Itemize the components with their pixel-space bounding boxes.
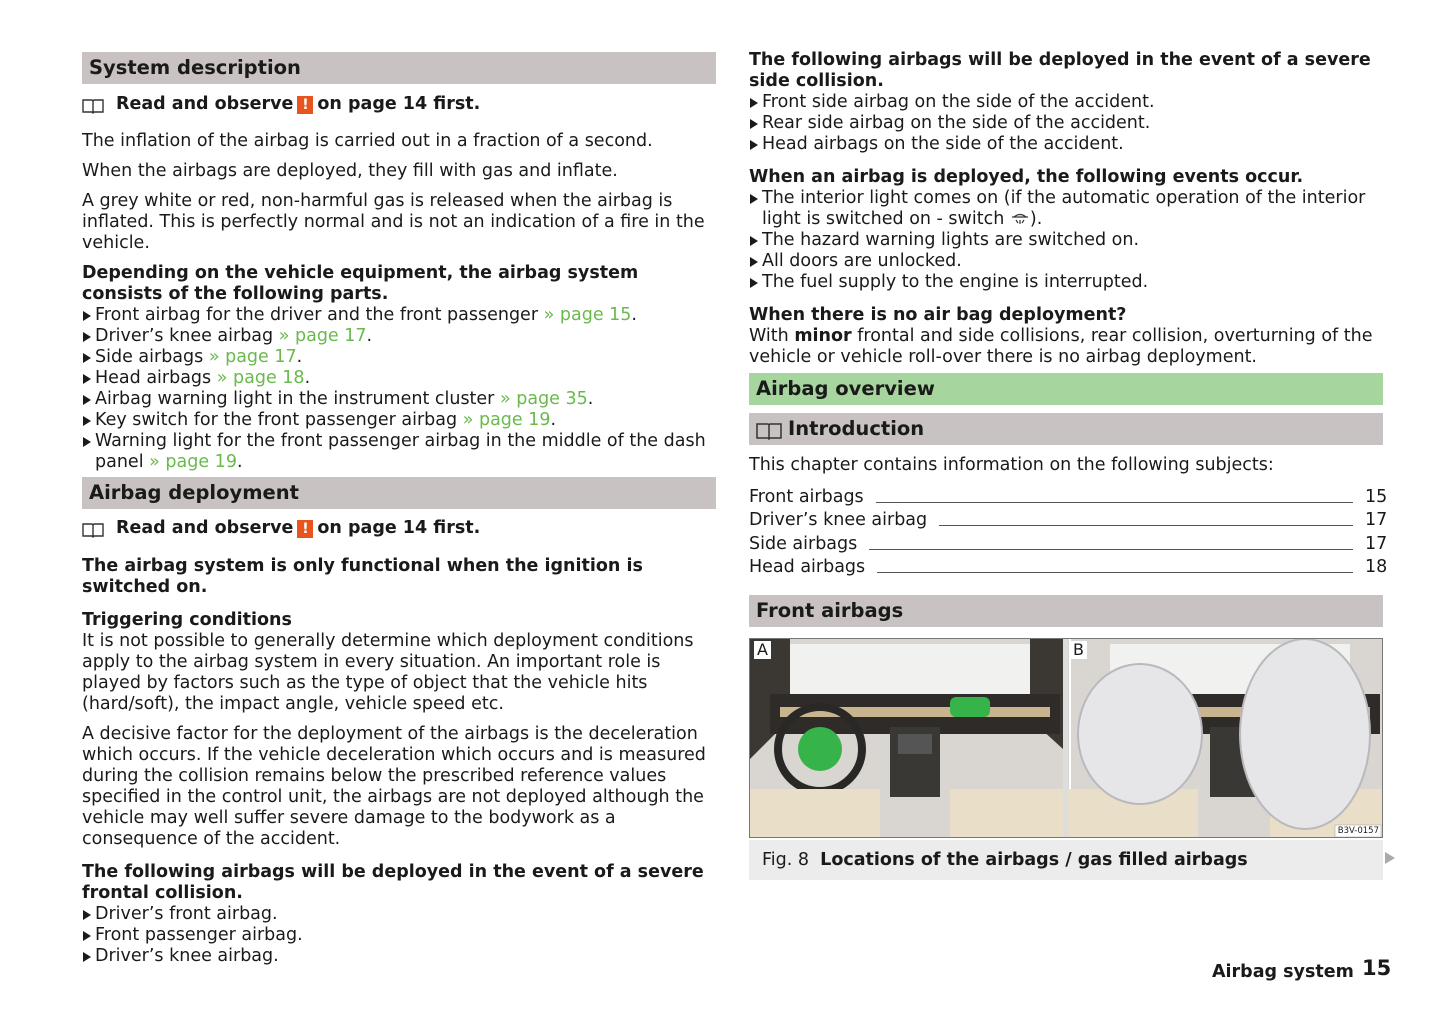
footer-chapter-title: Airbag system	[1212, 962, 1354, 982]
parts-list	[82, 305, 716, 473]
front-airbags-heading: Front airbags	[749, 595, 1383, 627]
list-item: Warning light for the front passenger airbag in the middle of the dash panel » page 19.	[82, 431, 716, 473]
figure-code: B3V-0157	[1337, 826, 1379, 836]
list-item: Front passenger airbag.	[82, 925, 716, 946]
read-observe-post: on page 14 first.	[317, 518, 481, 538]
events-list	[749, 188, 1383, 293]
list-item: The hazard warning lights are switched on.	[749, 230, 1383, 251]
trigger-heading: Triggering conditions	[82, 610, 292, 630]
figure-caption-text: Locations of the airbags / gas filled airbags	[820, 850, 1248, 870]
page-link[interactable]: » page 15	[543, 305, 632, 325]
frontal-heading: The following airbags will be deployed in the event of a severe frontal collision.	[82, 862, 704, 903]
interior-light-switch-icon	[1010, 211, 1030, 225]
side-list	[749, 92, 1383, 155]
list-item: Rear side airbag on the side of the accident.	[749, 113, 1383, 134]
paragraph: A grey white or red, non-harmful gas is released when the airbag is inflated. This is perfectly normal and is not an indication of a fire in the vehicle.	[82, 191, 705, 253]
read-observe-note	[82, 94, 480, 115]
page-number: 15	[1362, 956, 1392, 980]
introduction-heading: Introduction	[749, 413, 1383, 445]
list-item: Head airbags on the side of the accident.	[749, 134, 1383, 155]
page-link[interactable]: » page 19	[462, 410, 551, 430]
intro-text: This chapter contains information on the following subjects:	[749, 455, 1274, 475]
read-observe-note	[82, 518, 480, 539]
list-item: Front airbag for the driver and the front passenger » page 15.	[82, 305, 716, 326]
toc	[749, 484, 1388, 578]
frontal-list	[82, 904, 716, 967]
figure-caption	[749, 840, 1383, 880]
functional-note: The airbag system is only functional when the ignition is switched on.	[82, 556, 643, 597]
page-link[interactable]: » page 17	[278, 326, 367, 346]
list-item: Airbag warning light in the instrument cluster » page 35.	[82, 389, 716, 410]
airbag-overview-heading: Airbag overview	[749, 373, 1383, 405]
list-item: All doors are unlocked.	[749, 251, 1383, 272]
system-description-body	[82, 131, 716, 473]
read-observe-pre: Read and observe	[116, 94, 294, 114]
list-item: Driver’s front airbag.	[82, 904, 716, 925]
list-item: Side airbags » page 17.	[82, 347, 716, 368]
airbag-figure	[749, 638, 1383, 838]
read-observe-pre: Read and observe	[116, 518, 294, 538]
toc-row[interactable]: Front airbags 15	[749, 486, 1388, 507]
no-deploy-text: With minor frontal and side collisions, rear collision, overturning of the vehicle or vehicle roll-over there is no airbag deployment.	[749, 326, 1373, 367]
airbag-deployment-heading: Airbag deployment	[82, 477, 716, 509]
airbag-deployment-body	[82, 556, 716, 967]
figure-number: Fig. 8	[762, 850, 810, 870]
paragraph: The inflation of the airbag is carried out in a fraction of a second.	[82, 131, 653, 151]
parts-heading: Depending on the vehicle equipment, the airbag system consists of the following parts.	[82, 263, 639, 304]
list-item: Front side airbag on the side of the accident.	[749, 92, 1383, 113]
toc-row[interactable]: Head airbags 18	[749, 557, 1388, 577]
no-deploy-heading: When there is no air bag deployment?	[749, 305, 1127, 325]
read-observe-post: on page 14 first.	[317, 94, 481, 114]
warning-icon: !	[297, 96, 313, 114]
events-heading: When an airbag is deployed, the following events occur.	[749, 167, 1304, 187]
page-link[interactable]: » page 35	[499, 389, 588, 409]
book-icon	[82, 98, 104, 112]
list-item: The fuel supply to the engine is interrupted.	[749, 272, 1383, 293]
page-link[interactable]: » page 19	[149, 452, 237, 472]
page-link[interactable]: » page 18	[216, 368, 305, 388]
figure-label-b: B	[1070, 641, 1087, 659]
paragraph: A decisive factor for the deployment of the airbags is the deceleration which occurs. If the vehicle deceleration which occurs and is measured during the collision remains below the prescribed reference values specified in the control unit, the airbags are not deployed although the vehicle may well suffer severe damage to the bodywork as a consequence of the accident.	[82, 724, 706, 849]
book-icon	[82, 522, 104, 536]
list-item: Key switch for the front passenger airbag » page 19.	[82, 410, 716, 431]
page-link[interactable]: » page 17	[208, 347, 297, 367]
list-item: Driver’s knee airbag » page 17.	[82, 326, 716, 347]
figure-label-a: A	[754, 641, 771, 659]
list-item: The interior light comes on (if the automatic operation of the interior light is switched on - switch ).	[749, 188, 1383, 230]
list-item: Driver’s knee airbag.	[82, 946, 716, 967]
toc-row[interactable]: Driver’s knee airbag 17	[749, 510, 1388, 530]
paragraph: When the airbags are deployed, they fill with gas and inflate.	[82, 161, 618, 181]
next-page-arrow-icon[interactable]	[1385, 852, 1395, 864]
side-heading: The following airbags will be deployed in the event of a severe side collision.	[749, 50, 1371, 91]
deployment-events	[749, 50, 1383, 368]
paragraph: It is not possible to generally determine which deployment conditions apply to the airbag system in every situation. An important role is played by factors such as the type of object that the vehicle hits (hard/soft), the impact angle, vehicle speed etc.	[82, 631, 694, 714]
list-item: Head airbags » page 18.	[82, 368, 716, 389]
system-description-heading: System description	[82, 52, 716, 84]
book-icon	[756, 422, 778, 436]
warning-icon: !	[297, 520, 313, 538]
toc-row[interactable]: Side airbags 17	[749, 533, 1388, 554]
car-interior-illustration	[750, 639, 1382, 837]
